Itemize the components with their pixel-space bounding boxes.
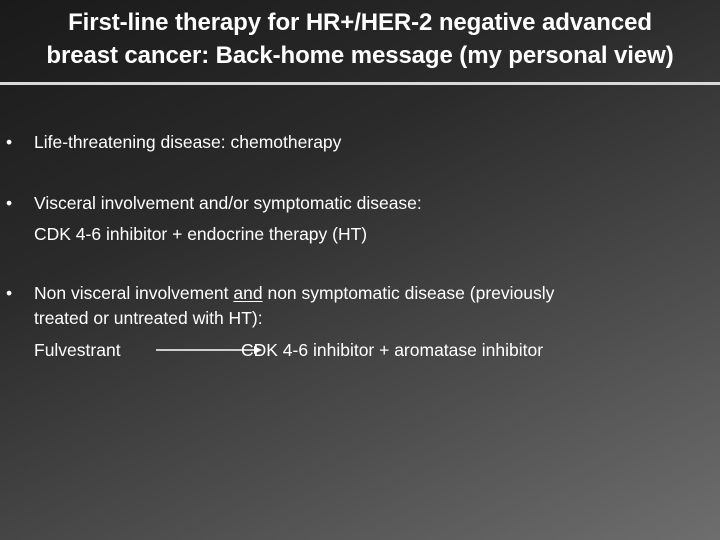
bullet-line: Life-threatening disease: chemotherapy <box>34 132 342 152</box>
sequence-from-label: Fulvestrant <box>34 340 121 360</box>
title-line-2: breast cancer: Back-home message (my personal view) <box>46 42 674 69</box>
bullet-marker: • <box>6 283 13 303</box>
sequence-to-label: CDK 4-6 inhibitor + aromatase inhibitor <box>241 340 544 360</box>
bullet-text <box>34 281 554 331</box>
bullet-line: Visceral involvement and/or symptomatic disease: <box>34 193 422 213</box>
bullet-text <box>34 191 422 247</box>
bullet-line: treated or untreated with HT): <box>34 308 263 328</box>
treatment-sequence <box>34 338 714 363</box>
bullet-marker: • <box>6 193 13 213</box>
bullet-text-segment: Non visceral involvement <box>34 283 234 303</box>
title-line-1: First-line therapy for HR+/HER-2 negative advanced <box>68 9 652 36</box>
bullet-line: CDK 4-6 inhibitor + endocrine therapy (HT) <box>34 224 368 244</box>
bullet-line <box>34 281 554 306</box>
bullet-text-segment: non symptomatic disease (previously <box>262 283 555 303</box>
title-divider <box>0 82 720 85</box>
underlined-emphasis: and <box>233 283 263 303</box>
slide-title <box>0 6 720 72</box>
bullet-text <box>34 130 341 155</box>
bullet-marker: • <box>6 132 13 152</box>
